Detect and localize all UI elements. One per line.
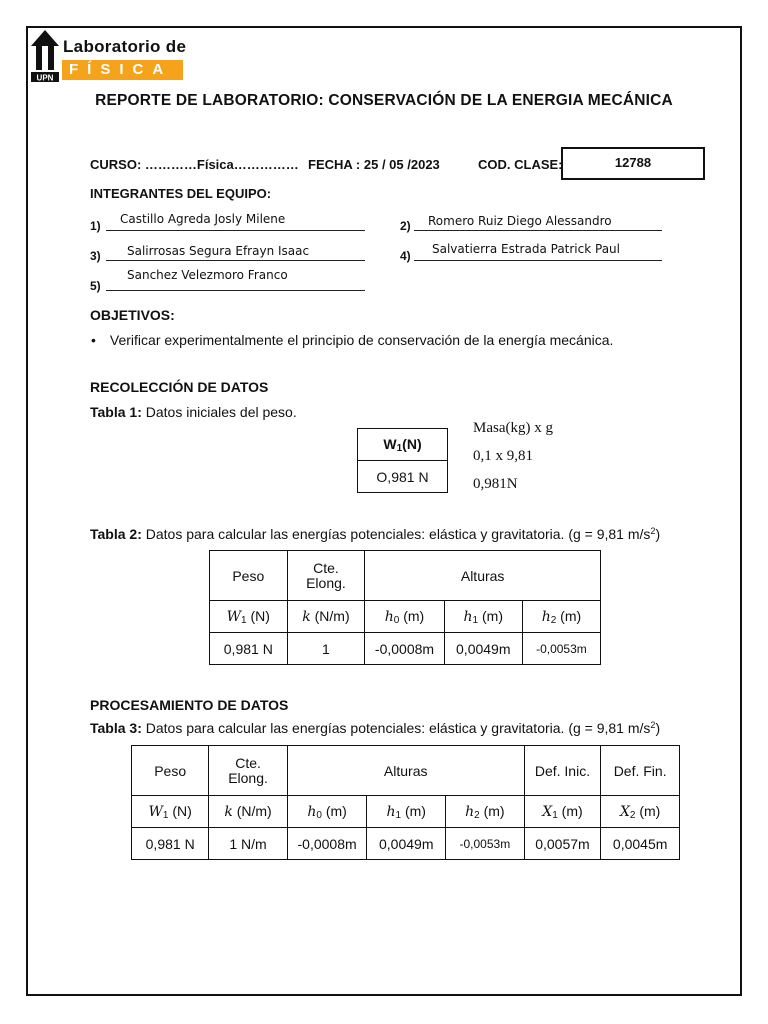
member-underline	[414, 260, 662, 261]
calc-line-2: 0,1 x 9,81	[473, 448, 533, 464]
member-num: 2)	[400, 219, 411, 233]
table3	[131, 745, 680, 860]
table3-cell: -0,0008m	[287, 828, 367, 860]
fecha-value: 25 / 05 /2023	[363, 157, 440, 172]
table3-cell: 0,0045m	[601, 828, 680, 860]
member-num: 5)	[90, 279, 101, 293]
member-underline	[106, 230, 365, 231]
table2-cell: 0,0049m	[444, 633, 522, 665]
table2-cell: -0,0053m	[522, 633, 600, 665]
fecha-field: FECHA : 25 / 05 /2023	[308, 157, 440, 172]
unit-x1: $X_1$ (m)	[524, 796, 601, 828]
col-def-fin: Def. Fin.	[601, 746, 680, 796]
member-num: 1)	[90, 219, 101, 233]
unit-x2: $X_2$ (m)	[601, 796, 680, 828]
unit-k: k (N/m)	[209, 796, 287, 828]
col-alturas: Alturas	[287, 746, 524, 796]
table1-header: $W_1(N)$	[358, 429, 448, 461]
calc-line-3: 0,981N	[473, 476, 518, 492]
table3-cell: -0,0053m	[446, 828, 525, 860]
upn-logo-icon	[31, 30, 59, 82]
unit-w1: $W_1$ (N)	[132, 796, 209, 828]
table2	[209, 550, 601, 665]
objectives-heading: OBJETIVOS:	[90, 307, 175, 323]
curso-field: CURSO: …………Física……………	[90, 157, 299, 172]
col-peso: Peso	[210, 551, 288, 601]
table2-cell: -0,0008m	[365, 633, 444, 665]
member-name-2: Romero Ruiz Diego Alessandro	[428, 214, 612, 228]
page-title: REPORTE DE LABORATORIO: CONSERVACIÓN DE LA ENERGIA MECÁNICA	[95, 92, 673, 109]
objective-item: • Verificar experimentalmente el principio de conservación de la energía mecánica.	[91, 332, 614, 348]
table3-cell: 0,981 N	[132, 828, 209, 860]
cod-clase-box: 12788	[561, 147, 705, 180]
col-peso: Peso	[132, 746, 209, 796]
col-def-inic: Def. Inic.	[524, 746, 601, 796]
table2-cell: 0,981 N	[210, 633, 288, 665]
table3-caption: Tabla 3: Datos para calcular las energías potenciales: elástica y gravitatoria. (g = 9,81 $m/s^2$)	[90, 720, 661, 736]
unit-h0: $h_0$ (m)	[365, 601, 444, 633]
unit-h2: $h_2$ (m)	[522, 601, 600, 633]
col-cte: Cte. Elong.	[209, 746, 287, 796]
logo-mark-text: UPN	[36, 73, 54, 82]
unit-h2: $h_2$ (m)	[446, 796, 525, 828]
member-name-4: Salvatierra Estrada Patrick Paul	[432, 242, 620, 256]
team-heading: INTEGRANTES DEL EQUIPO:	[90, 186, 272, 201]
table2-caption: Tabla 2: Datos para calcular las energías potenciales: elástica y gravitatoria. (g = 9,81 $m/s^2$)	[90, 526, 661, 542]
member-name-1: Castillo Agreda Josly Milene	[120, 212, 286, 226]
unit-h0: $h_0$ (m)	[287, 796, 367, 828]
member-underline	[106, 290, 365, 291]
member-num: 4)	[400, 249, 411, 263]
member-name-5: Sanchez Velezmoro Franco	[127, 268, 288, 282]
member-underline	[414, 230, 662, 231]
table3-cell: 1 N/m	[209, 828, 287, 860]
bullet-icon: •	[91, 332, 96, 348]
unit-h1: $h_1$ (m)	[367, 796, 446, 828]
logo-band: FÍSICA	[62, 60, 183, 80]
calc-line-1: Masa(kg) x g	[473, 420, 553, 436]
unit-h1: $h_1$ (m)	[444, 601, 522, 633]
unit-w1: $W_1$ (N)	[210, 601, 288, 633]
col-cte: Cte. Elong.	[287, 551, 365, 601]
cod-clase-label: COD. CLASE:	[478, 157, 563, 172]
processing-heading: PROCESAMIENTO DE DATOS	[90, 697, 289, 713]
collection-heading: RECOLECCIÓN DE DATOS	[90, 379, 269, 395]
member-num: 3)	[90, 249, 101, 263]
table1-value: O,981 N	[358, 461, 448, 493]
member-underline	[106, 260, 365, 261]
member-name-3: Salirrosas Segura Efrayn Isaac	[127, 244, 310, 258]
table2-cell: 1	[287, 633, 365, 665]
curso-value: Física	[196, 157, 234, 172]
table1	[357, 428, 448, 493]
logo-title: Laboratorio de	[63, 37, 187, 56]
unit-k: k (N/m)	[287, 601, 365, 633]
table3-cell: 0,0049m	[367, 828, 446, 860]
table1-caption: Tabla 1: Datos iniciales del peso.	[90, 404, 297, 420]
table3-cell: 0,0057m	[524, 828, 601, 860]
col-alturas: Alturas	[365, 551, 601, 601]
